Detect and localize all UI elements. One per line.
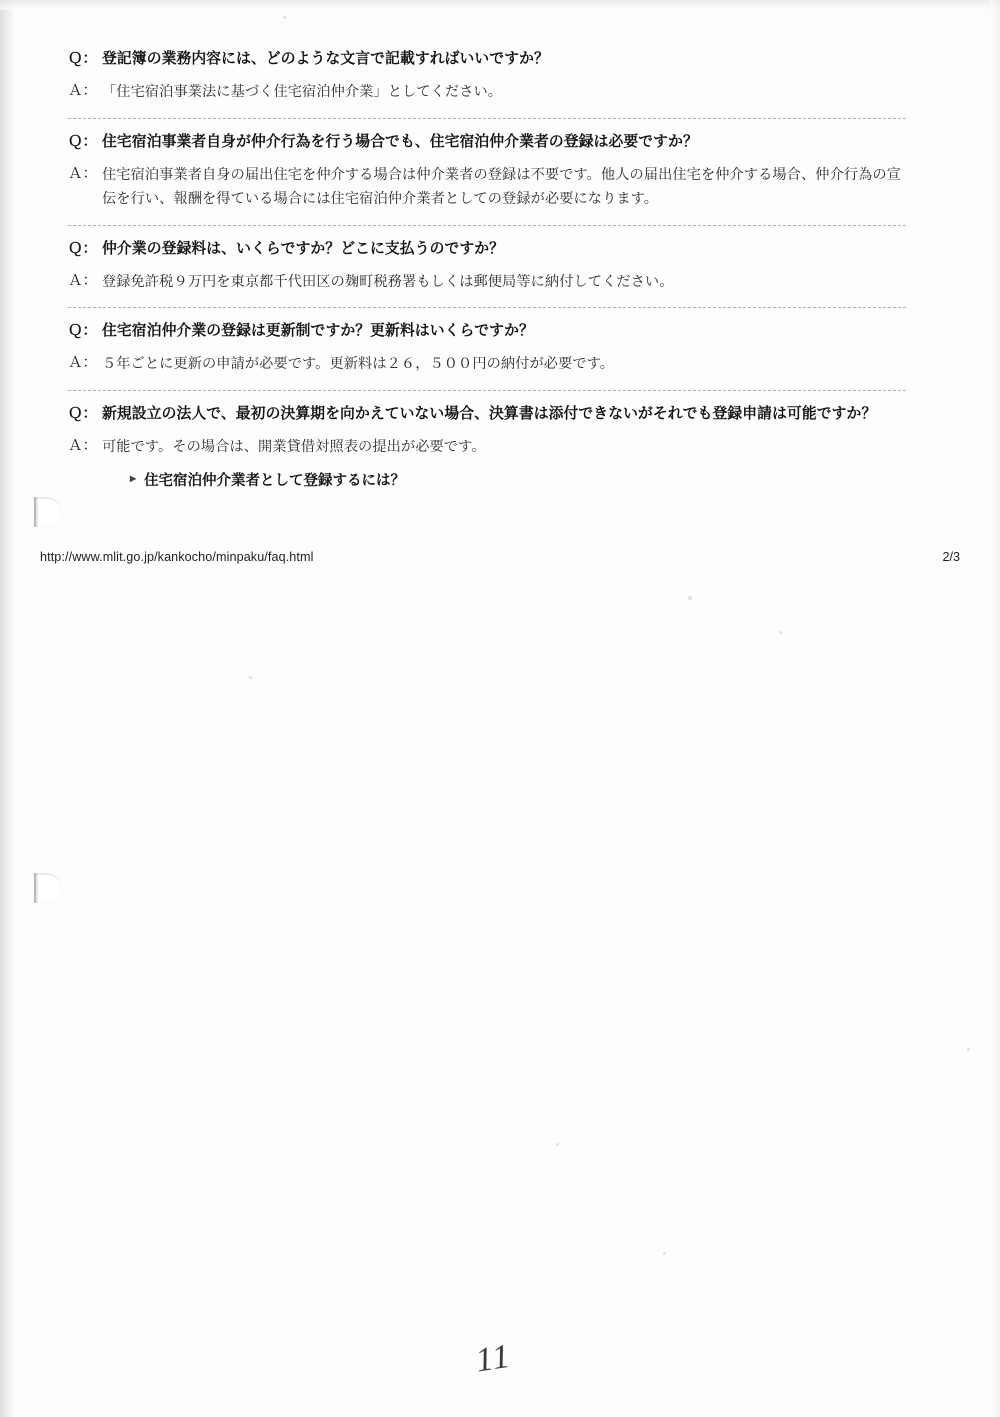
arrow-right-icon: ▸ [130, 470, 137, 485]
faq-question-text: 登記簿の業務内容には、どのような文言で記載すればいいですか？ [102, 51, 549, 67]
faq-item [68, 238, 906, 308]
faq-answer-line-2: 伝を行い、報酬を得ている場合には住宅宿泊仲介業者としての登録が必要になります。 [102, 191, 659, 208]
answer-marker: Ａ： [68, 165, 97, 182]
faq-answer-text: 可能です。その場合は、開業貸借対照表の提出が必要です。 [102, 439, 486, 456]
faq-question-row [68, 320, 906, 343]
faq-question-row [68, 131, 906, 154]
faq-answer-text: 「住宅宿泊事業法に基づく住宅宿泊仲介業」としてください。 [102, 84, 503, 101]
faq-question-text: 新規設立の法人で、最初の決算期を向かえていない場合、決算書は添付できないがそれでも登録申請は可能ですか？ [102, 405, 877, 422]
faq-item [68, 320, 906, 390]
faq-answer-row [68, 80, 906, 104]
page-footer [40, 550, 960, 564]
handwritten-page-mark: 11 [473, 1337, 515, 1380]
answer-marker: Ａ： [68, 355, 97, 372]
faq-item [68, 131, 906, 225]
faq-divider [68, 225, 906, 226]
faq-divider [68, 118, 906, 119]
faq-answer-row [68, 352, 906, 376]
faq-answer-text: 登録免許税９万円を東京都千代田区の麹町税務署もしくは郵便局等に納付してください。 [102, 273, 674, 290]
faq-question-row [68, 403, 906, 426]
faq-question-row [68, 238, 906, 261]
faq-answer-text [102, 163, 901, 212]
registration-link-label: 住宅宿泊仲介業者として登録するには？ [144, 473, 406, 490]
footer-page-number: 2/3 [942, 550, 960, 564]
footer-source-url: http://www.mlit.go.jp/kankocho/minpaku/faq.html [40, 550, 314, 564]
registration-link[interactable] [130, 469, 906, 490]
faq-question-text: 仲介業の登録料は、いくらですか？どこに支払うのですか？ [102, 240, 505, 257]
question-marker: Ｑ： [68, 323, 97, 340]
faq-item [68, 48, 906, 118]
faq-answer-row [68, 435, 906, 459]
question-marker: Ｑ： [68, 240, 97, 257]
answer-marker: Ａ： [68, 272, 97, 289]
answer-marker: Ａ： [68, 438, 97, 455]
faq-answer-row [68, 163, 906, 212]
faq-item [68, 403, 906, 500]
faq-question-row [68, 48, 906, 71]
faq-question-text: 住宅宿泊仲介業の登録は更新制ですか？更新料はいくらですか？ [102, 323, 534, 340]
question-marker: Ｑ： [68, 405, 97, 422]
faq-answer-row [68, 270, 906, 294]
faq-question-text: 住宅宿泊事業者自身が仲介行為を行う場合でも、住宅宿泊仲介業者の登録は必要ですか？ [102, 133, 698, 150]
question-marker: Ｑ： [68, 133, 97, 150]
faq-divider [68, 390, 906, 391]
faq-list [68, 48, 906, 499]
faq-divider [68, 307, 906, 308]
faq-answer-text: ５年ごとに更新の申請が必要です。更新料は２６，５００円の納付が必要です。 [102, 356, 615, 373]
question-marker: Ｑ： [68, 51, 97, 67]
faq-answer-line-1: 住宅宿泊事業者自身の届出住宅を仲介する場合は仲介業者の登録は不要です。他人の届出住宅を仲介する場合、仲介行為の宣 [102, 166, 901, 183]
answer-marker: Ａ： [68, 83, 97, 100]
